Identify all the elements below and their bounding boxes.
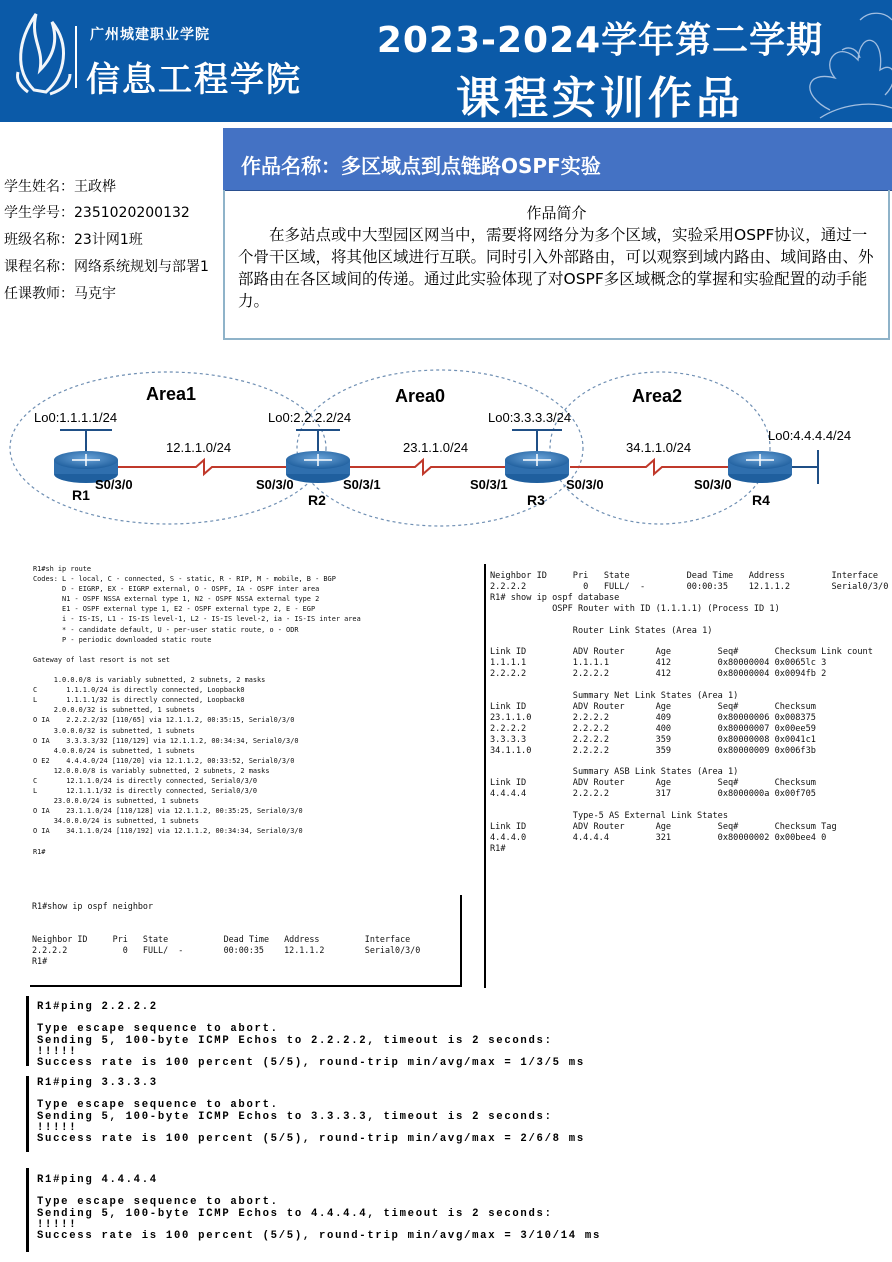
ospf-database-output: Neighbor ID Pri State Dead Time Address Interface 2.2.2.2 0 FULL/ - 00:00:35 12.1.1.2 Serial0/3/0 R1# show ip ospf database OSPF Router with ID (1.1.1.1) (Process ID 1) Router Link States (Area 1) Link ID ADV Router Age Seq# Checksum Link count 1.1.1.1 1.1.1.1 412 0x80000004 0x0065lc 3 2.2.2.2 2.2.2.2 412 0x80000004 0x0094fb 2 Summary Net Link States (Area 1) Link ID ADV Router Age Seq# Checksum 23.1.1.0 2.2.2.2 409 0x80000006 0x008375 2.2.2.2 2.2.2.2 400 0x80000007 0x00ee59 3.3.3.3 2.2.2.2 359 0x80000008 0x0041c1 34.1.1.0 2.2.2.2 359 0x80000009 0x006f3b Summary ASB Link States (Area 1) Link ID ADV Router Age Seq# Checksum 4.4.4.4 2.2.2.2 317 0x8000000a 0x00f705 Type-5 AS External Link States Link ID ADV Router Age Seq# Checksum Tag 4.4.4.0 4.4.4.4 321 0x80000002 0x00bee4 0 R1# [490, 571, 889, 854]
r4-s030-label: S0/3/0 [694, 477, 732, 492]
info-label: 学生姓名： [4, 179, 74, 195]
info-value: 23计网1班 [74, 232, 143, 248]
router-r2-icon [286, 451, 350, 483]
ping-bar [26, 1168, 29, 1252]
course-name-row [4, 256, 209, 276]
link-34-label: 34.1.1.0/24 [626, 440, 692, 455]
r2-label: R2 [308, 492, 326, 508]
info-value: 2351020200132 [74, 205, 190, 221]
intro-heading: 作品简介 [526, 204, 587, 222]
r1-label: R1 [72, 487, 90, 503]
link-r1-r2 [118, 460, 290, 474]
router-r4-icon [728, 451, 792, 483]
r1-loopback-label: Lo0:1.1.1.1/24 [34, 410, 118, 425]
work-title: 作品名称：多区域点到点链路OSPF实验 [241, 154, 601, 178]
flame-logo-icon [17, 14, 70, 94]
info-label: 班级名称： [4, 232, 74, 248]
ping-bar [26, 996, 29, 1066]
r2-s030-label: S0/3/0 [256, 477, 294, 492]
class-name-row [4, 229, 143, 249]
info-label: 任课教师： [4, 286, 74, 302]
r4-loopback-label: Lo0:4.4.4.4/24 [768, 428, 852, 443]
r3-s031-label: S0/3/1 [470, 477, 508, 492]
ping-bar [26, 1076, 29, 1152]
info-value: 王政桦 [74, 179, 116, 195]
intro-text: 在多站点或中大型园区网当中，需要将网络分为多个区域，实验采用OSPF协议，通过一个骨干区域，将其他区域进行互联。同时引入外部路由，可以观察到域内路由、域间路由、外部路由在各区域间的传递。通过此实验体现了对OSPF多区域概念的掌握和实验配置的动手能力。 [238, 226, 874, 310]
link-r2-r3 [350, 460, 505, 474]
teacher-row [4, 283, 116, 303]
area0-label: Area0 [395, 386, 446, 406]
logo-divider [75, 26, 77, 88]
link-12-label: 12.1.1.0/24 [166, 440, 232, 455]
r4-label: R4 [752, 492, 770, 508]
ospf-topology-diagram [0, 350, 892, 540]
info-label: 课程名称： [4, 259, 74, 275]
ping-output: R1#ping 3.3.3.3 Type escape sequence to abort. Sending 5, 100-byte ICMP Echos to 3.3.3.3, timeout is 2 seconds: !!!!! Success rate is 100 percent (5/5), round-trip min/avg/max = 2/6/8 ms [37, 1077, 585, 1146]
header-banner [0, 0, 892, 122]
semester-title: 2023-2024学年第二学期 [376, 20, 824, 61]
work-type-title: 课程实训作品 [456, 73, 744, 122]
r3-loopback-label: Lo0:3.3.3.3/24 [488, 410, 572, 425]
route-table-output: R1#sh ip route Codes: L - local, C - connected, S - static, R - RIP, M - mobile, B - BGP D - EIGRP, EX - EIGRP external, O - OSPF, IA - OSPF inter area N1 - OSPF NSSA external type 1, N2 - OSPF NSSA external type 2 E1 - OSPF external type 1, E2 - OSPF external type 2, E - EGP i - IS-IS, L1 - IS-IS level-1, L2 - IS-IS level-2, ia - IS-IS inter area * - candidate default, U - per-user static route, o - ODR P - periodic downloaded static route Gateway of last resort is not set 1.0.0.0/8 is variably subnetted, 2 subnets, 2 masks C 1.1.1.0/24 is directly connected, Loopback0 L 1.1.1.1/32 is directly connected, Loopback0 2.0.0.0/32 is subnetted, 1 subnets O IA 2.2.2.2/32 [110/65] via 12.1.1.2, 00:35:15, Serial0/3/0 3.0.0.0/32 is subnetted, 1 subnets O IA 3.3.3.3/32 [110/129] via 12.1.1.2, 00:34:34, Serial0/3/0 4.0.0.0/24 is subnetted, 1 subnets O E2 4.4.4.0/24 [110/20] via 12.1.1.2, 00:33:52, Serial0/3/0 12.0.0.0/8 is variably subnetted, 2 subnets, 2 masks C 12.1.1.0/24 is directly connected, Serial0/3/0 L 12.1.1.1/32 is directly connected, Serial0/3/0 23.0.0.0/24 is subnetted, 1 subnets O IA 23.1.1.0/24 [110/128] via 12.1.1.2, 00:35:25, Serial0/3/0 34.0.0.0/24 is subnetted, 1 subnets O IA 34.1.1.0/24 [110/192] via 12.1.1.2, 00:34:34, Serial0/3/0 R1# [33, 565, 361, 856]
ping-output: R1#ping 2.2.2.2 Type escape sequence to abort. Sending 5, 100-byte ICMP Echos to 2.2.2.2, timeout is 2 seconds: !!!!! Success rate is 100 percent (5/5), round-trip min/avg/max = 1/3/5 ms [37, 1001, 585, 1070]
school-name: 广州城建职业学院 [90, 27, 210, 43]
student-id-row [4, 202, 190, 222]
router-r3-icon [505, 451, 569, 483]
info-value: 网络系统规划与部署1 [74, 259, 209, 275]
r3-label: R3 [527, 492, 545, 508]
r2-loopback-label: Lo0:2.2.2.2/24 [268, 410, 352, 425]
area1-label: Area1 [146, 384, 197, 404]
info-label: 学生学号： [4, 205, 74, 221]
r3-s030-label: S0/3/0 [566, 477, 604, 492]
neighbor-output: R1#show ip ospf neighbor Neighbor ID Pri State Dead Time Address Interface 2.2.2.2 0 FULL/ - 00:00:35 12.1.1.2 Serial0/3/0 R1# [32, 901, 421, 966]
ping-output: R1#ping 4.4.4.4 Type escape sequence to abort. Sending 5, 100-byte ICMP Echos to 4.4.4.4, timeout is 2 seconds: !!!!! Success rate is 100 percent (5/5), round-trip min/avg/max = 3/10/14 ms [37, 1174, 602, 1243]
info-value: 马克宇 [74, 286, 116, 302]
area2-label: Area2 [632, 386, 683, 406]
r1-s030-label: S0/3/0 [95, 477, 133, 492]
student-name-row [4, 176, 116, 196]
r2-s031-label: S0/3/1 [343, 477, 381, 492]
link-r3-r4 [570, 460, 730, 474]
link-23-label: 23.1.1.0/24 [403, 440, 469, 455]
college-name: 信息工程学院 [86, 60, 302, 100]
